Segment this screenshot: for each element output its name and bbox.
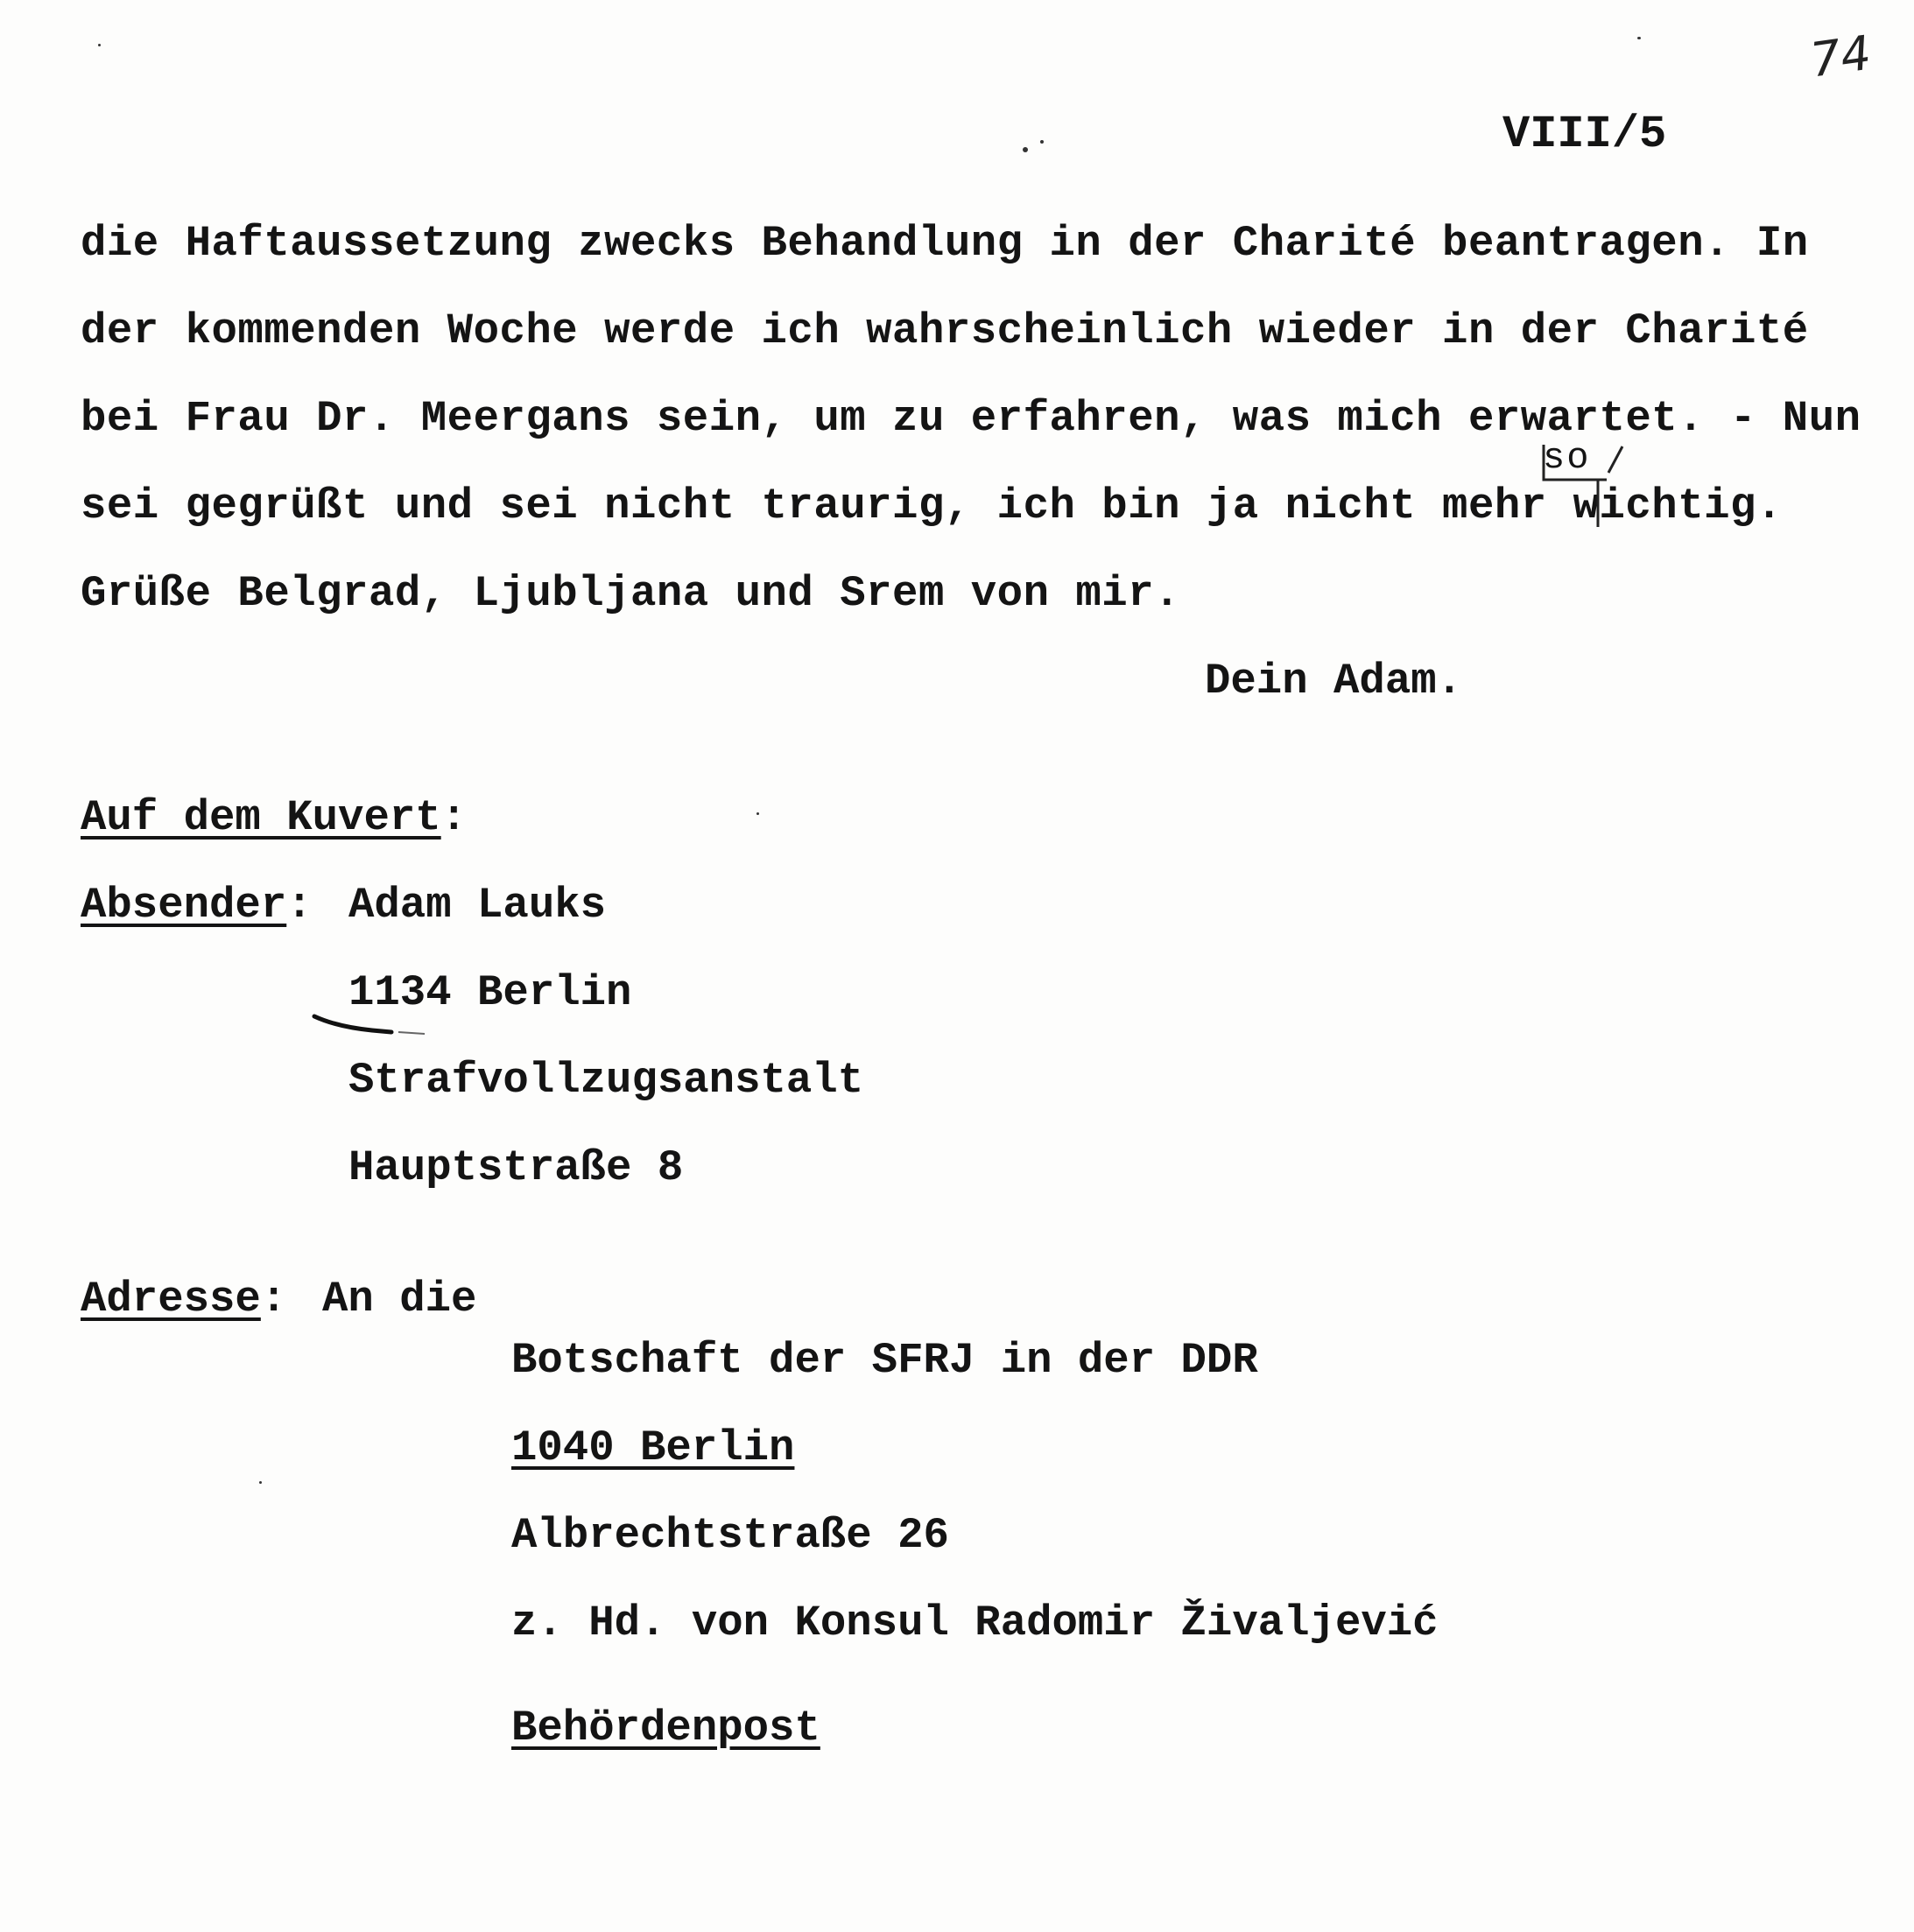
letter-line: sei gegrüßt und sei nicht traurig, ich bin ja nicht mehr wichtig.	[81, 481, 1783, 530]
sender-line: 1134 Berlin	[348, 968, 632, 1017]
sender-line: Hauptstraße 8	[348, 1143, 684, 1192]
sender-label: Absender:	[81, 881, 313, 930]
ink-speck	[1040, 140, 1044, 144]
recipient-line: An die	[322, 1275, 477, 1324]
handwritten-page-number: 74	[1806, 25, 1875, 88]
insertion-caret-icon	[1537, 438, 1642, 534]
recipient-line: z. Hd. von Konsul Radomir Živaljević	[511, 1598, 1439, 1647]
page-reference: VIII/5	[1502, 109, 1667, 160]
pen-stroke-mark	[311, 1011, 433, 1046]
insertion-mark: so	[1543, 437, 1591, 479]
recipient-label: Adresse:	[81, 1275, 287, 1324]
envelope-heading: Auf dem Kuvert:	[81, 793, 468, 842]
ink-speck	[756, 812, 759, 815]
ink-speck	[1023, 147, 1028, 152]
recipient-line: 1040 Berlin	[511, 1423, 795, 1472]
sender-line: Strafvollzugsanstalt	[348, 1056, 864, 1105]
letter-line: der kommenden Woche werde ich wahrscheinlich wieder in der Charité	[81, 306, 1809, 355]
mail-type: Behördenpost	[511, 1704, 820, 1753]
sender-line: Adam Lauks	[348, 881, 607, 930]
ink-speck	[98, 44, 101, 46]
signature: Dein Adam.	[1205, 657, 1463, 706]
letter-line: Grüße Belgrad, Ljubljana und Srem von mir.	[81, 569, 1181, 618]
letter-line: bei Frau Dr. Meergans sein, um zu erfahren, was mich erwartet. - Nun	[81, 394, 1861, 443]
recipient-line: Albrechtstraße 26	[511, 1511, 949, 1560]
letter-line: die Haftaussetzung zwecks Behandlung in der Charité beantragen. In	[81, 219, 1809, 268]
ink-speck	[1637, 37, 1641, 39]
ink-speck	[259, 1481, 262, 1484]
recipient-line: Botschaft der SFRJ in der DDR	[511, 1336, 1258, 1385]
